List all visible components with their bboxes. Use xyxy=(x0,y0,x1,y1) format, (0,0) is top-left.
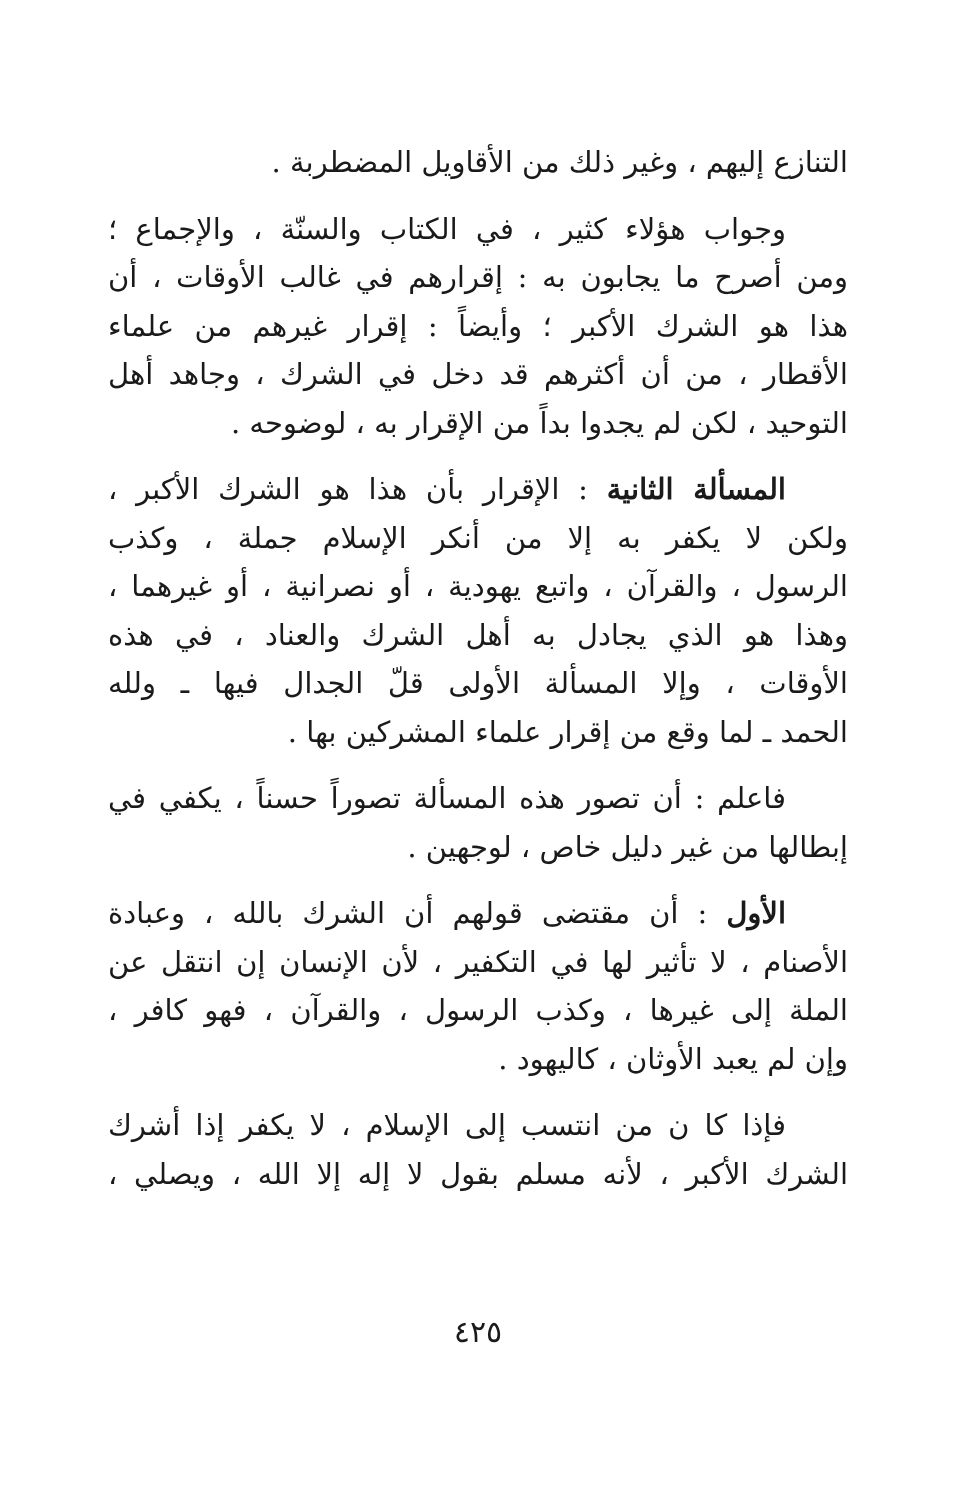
text-line: ولكن لا يكفر به إلا من أنكر الإسلام جملة ، وكذب xyxy=(108,520,848,555)
paragraph xyxy=(108,889,848,1083)
text-line: الأقطار ، من أن أكثرهم قد دخل في الشرك ، وجاهد أهل xyxy=(108,357,848,391)
text-line: التوحيد ، لكن لم يجدوا بداً من الإقرار به ، لوضوحه . xyxy=(230,405,848,440)
text-line xyxy=(108,465,848,514)
paragraph xyxy=(108,774,848,871)
text-line: الملة إلى غيرها ، وكذب الرسول ، والقرآن ، فهو كافر ، xyxy=(108,993,848,1027)
paragraph xyxy=(108,205,848,448)
text-line: وجواب هؤلاء كثير ، في الكتاب والسنّة ، والإجماع ؛ xyxy=(108,211,786,246)
text-line: وإن لم يعبد الأوثان ، كاليهود . xyxy=(498,1041,848,1076)
text-line: فاعلم : أن تصور هذه المسألة تصوراً حسناً ، يكفي في xyxy=(108,781,786,815)
text-line: ومن أصرح ما يجابون به : إقرارهم في غالب الأوقات ، أن xyxy=(108,260,848,294)
text-line: التنازع إليهم ، وغير ذلك من الأقاويل المضطربة . xyxy=(271,145,848,179)
text-line: الأوقات ، وإلا المسألة الأولى قلّ الجدال فيها ـ ولله xyxy=(108,666,848,700)
body-text xyxy=(108,138,848,1216)
paragraph xyxy=(108,1101,848,1198)
text-run: : أن مقتضى قولهم أن الشرك بالله ، وعبادة xyxy=(108,896,727,930)
paragraph xyxy=(108,465,848,756)
text-line: الحمد ـ لما وقع من إقرار علماء المشركين بها . xyxy=(287,714,848,749)
page-number: ٤٢٥ xyxy=(453,1315,503,1350)
section-term: الأول xyxy=(726,896,786,930)
section-term: المسألة الثانية xyxy=(606,472,786,506)
text-line xyxy=(108,889,848,938)
text-line: الشرك الأكبر ، لأنه مسلم بقول لا إله إلا الله ، ويصلي ، xyxy=(108,1156,848,1191)
text-line: وهذا هو الذي يجادل به أهل الشرك والعناد ، في هذه xyxy=(108,617,848,652)
text-line: هذا هو الشرك الأكبر ؛ وأيضاً : إقرار غيرهم من علماء xyxy=(108,308,848,343)
text-line: فإذا كا ن من انتسب إلى الإسلام ، لا يكفر إذا أشرك xyxy=(108,1108,786,1142)
text-run: : الإقرار بأن هذا هو الشرك الأكبر ، xyxy=(108,472,607,506)
text-line: الأصنام ، لا تأثير لها في التكفير ، لأن الإنسان إن انتقل عن xyxy=(108,944,848,979)
text-line: إبطالها من غير دليل خاص ، لوجهين . xyxy=(407,829,848,864)
paragraph xyxy=(108,138,848,187)
text-line: الرسول ، والقرآن ، واتبع يهودية ، أو نصرانية ، أو غيرهما ، xyxy=(108,569,848,603)
